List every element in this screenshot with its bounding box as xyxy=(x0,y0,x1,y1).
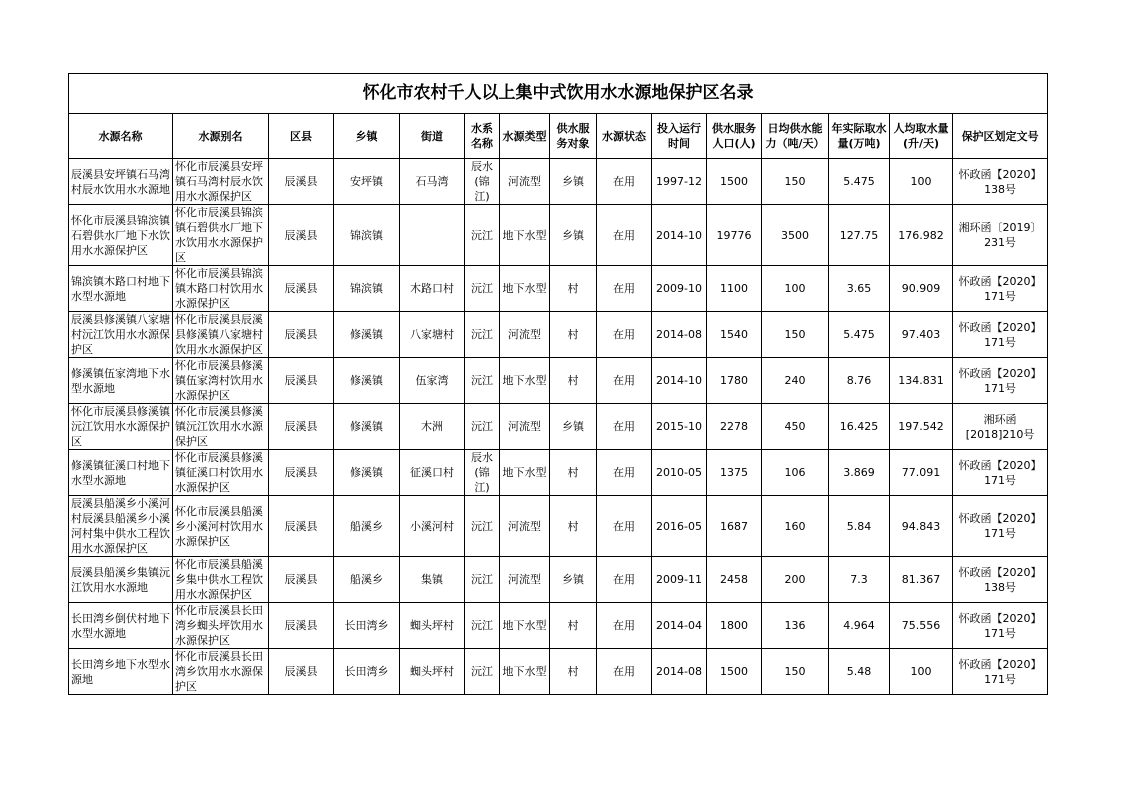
table-cell: 1100 xyxy=(707,266,762,312)
table-cell: 辰溪县船溪乡集镇沅江饮用水水源地 xyxy=(69,557,173,603)
table-cell: 乡镇 xyxy=(550,557,597,603)
table-cell: 辰溪县 xyxy=(269,159,334,205)
table-cell: 沅江 xyxy=(465,603,500,649)
table-cell: 2458 xyxy=(707,557,762,603)
table-cell: 怀政函【2020】171号 xyxy=(953,358,1048,404)
table-cell: 村 xyxy=(550,603,597,649)
table-cell: 150 xyxy=(762,649,829,695)
table-cell: 沅江 xyxy=(465,358,500,404)
table-cell: 辰溪县 xyxy=(269,649,334,695)
table-cell: 辰溪县 xyxy=(269,603,334,649)
table-cell: 240 xyxy=(762,358,829,404)
table-cell: 在用 xyxy=(597,496,652,557)
table-cell: 辰溪县 xyxy=(269,205,334,266)
table-cell: 2278 xyxy=(707,404,762,450)
table-cell: 200 xyxy=(762,557,829,603)
table-cell: 乡镇 xyxy=(550,205,597,266)
table-cell: 河流型 xyxy=(500,496,550,557)
table-cell: 怀化市辰溪县船溪乡小溪河村饮用水水源保护区 xyxy=(173,496,269,557)
table-cell: 湘环函[2018]210号 xyxy=(953,404,1048,450)
table-cell xyxy=(400,205,465,266)
table-cell: 3.65 xyxy=(829,266,890,312)
table-cell: 5.48 xyxy=(829,649,890,695)
table-cell: 修溪镇伍家湾地下水型水源地 xyxy=(69,358,173,404)
table-cell: 1500 xyxy=(707,649,762,695)
table-cell: 2010-05 xyxy=(652,450,707,496)
table-cell: 沅江 xyxy=(465,266,500,312)
table-cell: 集镇 xyxy=(400,557,465,603)
table-cell: 村 xyxy=(550,312,597,358)
table-cell: 地下水型 xyxy=(500,266,550,312)
table-cell: 2014-10 xyxy=(652,205,707,266)
table-cell: 修溪镇 xyxy=(334,450,400,496)
table-cell: 怀政函【2020】171号 xyxy=(953,603,1048,649)
table-cell: 在用 xyxy=(597,159,652,205)
table-cell: 沅江 xyxy=(465,205,500,266)
table-cell: 106 xyxy=(762,450,829,496)
table-cell: 100 xyxy=(890,649,953,695)
table-cell: 在用 xyxy=(597,205,652,266)
header-water-system: 水系名称 xyxy=(465,114,500,159)
table-cell: 450 xyxy=(762,404,829,450)
table-cell: 怀化市辰溪县安坪镇石马湾村辰水饮用水水源保护区 xyxy=(173,159,269,205)
table-row xyxy=(69,496,1048,557)
table-cell: 90.909 xyxy=(890,266,953,312)
table-cell: 81.367 xyxy=(890,557,953,603)
table-cell: 村 xyxy=(550,450,597,496)
table-cell: 辰溪县 xyxy=(269,557,334,603)
table-row xyxy=(69,312,1048,358)
header-source-type: 水源类型 xyxy=(500,114,550,159)
table-row xyxy=(69,358,1048,404)
table-cell: 160 xyxy=(762,496,829,557)
table-row xyxy=(69,266,1048,312)
table-row xyxy=(69,603,1048,649)
table-row xyxy=(69,557,1048,603)
header-daily-capacity: 日均供水能力（吨/天） xyxy=(762,114,829,159)
table-cell: 河流型 xyxy=(500,312,550,358)
table-cell: 怀化市辰溪县修溪镇征溪口村饮用水水源保护区 xyxy=(173,450,269,496)
table-cell: 湘环函〔2019〕231号 xyxy=(953,205,1048,266)
table-cell: 怀政函【2020】138号 xyxy=(953,557,1048,603)
table-cell: 100 xyxy=(890,159,953,205)
table-cell: 怀化市辰溪县锦滨镇石碧供水厂地下水饮用水水源保护区 xyxy=(173,205,269,266)
table-cell: 2014-08 xyxy=(652,649,707,695)
table-cell: 100 xyxy=(762,266,829,312)
table-cell: 小溪河村 xyxy=(400,496,465,557)
table-cell: 3.869 xyxy=(829,450,890,496)
table-cell: 在用 xyxy=(597,358,652,404)
table-cell: 辰溪县修溪镇八家塘村沅江饮用水水源保护区 xyxy=(69,312,173,358)
table-cell: 怀政函【2020】171号 xyxy=(953,649,1048,695)
table-cell: 修溪镇征溪口村地下水型水源地 xyxy=(69,450,173,496)
table-cell: 怀化市辰溪县修溪镇沅江饮用水水源保护区 xyxy=(69,404,173,450)
table-cell: 锦滨镇 xyxy=(334,266,400,312)
table-cell: 怀政函【2020】171号 xyxy=(953,266,1048,312)
table-cell: 1997-12 xyxy=(652,159,707,205)
table-cell: 怀化市辰溪县辰溪县修溪镇八家塘村饮用水水源保护区 xyxy=(173,312,269,358)
table-cell: 8.76 xyxy=(829,358,890,404)
table-cell: 1687 xyxy=(707,496,762,557)
header-start-time: 投入运行时间 xyxy=(652,114,707,159)
table-cell: 辰溪县 xyxy=(269,404,334,450)
header-document-number: 保护区划定文号 xyxy=(953,114,1048,159)
table-cell: 1540 xyxy=(707,312,762,358)
table-cell: 修溪镇 xyxy=(334,358,400,404)
table-cell: 八家塘村 xyxy=(400,312,465,358)
table-cell: 河流型 xyxy=(500,404,550,450)
table-cell: 木路口村 xyxy=(400,266,465,312)
table-cell: 长田湾乡 xyxy=(334,649,400,695)
table-cell: 沅江 xyxy=(465,496,500,557)
protection-zone-table xyxy=(68,73,1048,695)
table-cell: 辰溪县 xyxy=(269,312,334,358)
table-cell: 修溪镇 xyxy=(334,312,400,358)
table-row xyxy=(69,205,1048,266)
table-cell: 锦滨镇木路口村地下水型水源地 xyxy=(69,266,173,312)
table-cell: 5.475 xyxy=(829,312,890,358)
table-cell: 村 xyxy=(550,358,597,404)
table-cell: 127.75 xyxy=(829,205,890,266)
header-township: 乡镇 xyxy=(334,114,400,159)
table-cell: 怀政函【2020】171号 xyxy=(953,312,1048,358)
table-cell: 地下水型 xyxy=(500,205,550,266)
table-cell: 怀化市辰溪县修溪镇伍家湾村饮用水水源保护区 xyxy=(173,358,269,404)
table-cell: 5.84 xyxy=(829,496,890,557)
table-cell: 村 xyxy=(550,266,597,312)
header-source-status: 水源状态 xyxy=(597,114,652,159)
table-cell: 辰溪县 xyxy=(269,266,334,312)
table-cell: 2009-11 xyxy=(652,557,707,603)
header-service-target: 供水服务对象 xyxy=(550,114,597,159)
table-row xyxy=(69,450,1048,496)
table-cell: 在用 xyxy=(597,603,652,649)
table-cell: 2009-10 xyxy=(652,266,707,312)
table-cell: 在用 xyxy=(597,312,652,358)
table-cell: 怀政函【2020】171号 xyxy=(953,450,1048,496)
table-cell: 地下水型 xyxy=(500,603,550,649)
table-cell: 在用 xyxy=(597,557,652,603)
table-cell: 地下水型 xyxy=(500,450,550,496)
table-cell: 长田湾乡地下水型水源地 xyxy=(69,649,173,695)
header-street: 街道 xyxy=(400,114,465,159)
table-cell: 150 xyxy=(762,159,829,205)
table-row xyxy=(69,649,1048,695)
table-cell: 怀化市辰溪县锦滨镇木路口村饮用水水源保护区 xyxy=(173,266,269,312)
table-cell: 辰溪县 xyxy=(269,450,334,496)
table-cell: 7.3 xyxy=(829,557,890,603)
header-county: 区县 xyxy=(269,114,334,159)
table-cell: 沅江 xyxy=(465,312,500,358)
table-cell: 河流型 xyxy=(500,159,550,205)
table-cell: 沅江 xyxy=(465,649,500,695)
table-cell: 5.475 xyxy=(829,159,890,205)
table-cell: 在用 xyxy=(597,450,652,496)
table-cell: 1375 xyxy=(707,450,762,496)
table-cell: 安坪镇 xyxy=(334,159,400,205)
table-cell: 2014-10 xyxy=(652,358,707,404)
table-cell: 怀政函【2020】171号 xyxy=(953,496,1048,557)
table-cell: 辰溪县 xyxy=(269,496,334,557)
table-cell: 怀化市辰溪县修溪镇沅江饮用水水源保护区 xyxy=(173,404,269,450)
table-cell: 150 xyxy=(762,312,829,358)
table-cell: 蜘头坪村 xyxy=(400,649,465,695)
table-cell: 3500 xyxy=(762,205,829,266)
table-cell: 船溪乡 xyxy=(334,557,400,603)
header-per-capita: 人均取水量(升/天) xyxy=(890,114,953,159)
table-cell: 修溪镇 xyxy=(334,404,400,450)
table-cell: 村 xyxy=(550,496,597,557)
table-cell: 176.982 xyxy=(890,205,953,266)
spreadsheet xyxy=(68,73,1042,695)
table-cell: 怀化市辰溪县船溪乡集中供水工程饮用水水源保护区 xyxy=(173,557,269,603)
header-annual-withdrawal: 年实际取水量(万吨) xyxy=(829,114,890,159)
table-cell: 1800 xyxy=(707,603,762,649)
table-cell: 2015-10 xyxy=(652,404,707,450)
table-cell: 蜘头坪村 xyxy=(400,603,465,649)
table-cell: 75.556 xyxy=(890,603,953,649)
table-cell: 怀政函【2020】138号 xyxy=(953,159,1048,205)
table-cell: 船溪乡 xyxy=(334,496,400,557)
table-cell: 地下水型 xyxy=(500,358,550,404)
table-cell: 锦滨镇 xyxy=(334,205,400,266)
table-cell: 村 xyxy=(550,649,597,695)
table-cell: 77.091 xyxy=(890,450,953,496)
table-cell: 伍家湾 xyxy=(400,358,465,404)
table-cell: 乡镇 xyxy=(550,404,597,450)
table-cell: 2016-05 xyxy=(652,496,707,557)
page-title: 怀化市农村千人以上集中式饮用水水源地保护区名录 xyxy=(69,74,1048,114)
header-service-population: 供水服务人口(人) xyxy=(707,114,762,159)
header-source-name: 水源名称 xyxy=(69,114,173,159)
table-cell: 4.964 xyxy=(829,603,890,649)
table-cell: 石马湾 xyxy=(400,159,465,205)
table-cell: 怀化市辰溪县锦滨镇石碧供水厂地下水饮用水水源保护区 xyxy=(69,205,173,266)
table-cell: 19776 xyxy=(707,205,762,266)
table-cell: 1780 xyxy=(707,358,762,404)
table-cell: 2014-08 xyxy=(652,312,707,358)
table-cell: 134.831 xyxy=(890,358,953,404)
table-cell: 地下水型 xyxy=(500,649,550,695)
table-cell: 长田湾乡倒伏村地下水型水源地 xyxy=(69,603,173,649)
table-cell: 辰水(锦江) xyxy=(465,450,500,496)
table-cell: 136 xyxy=(762,603,829,649)
table-cell: 在用 xyxy=(597,266,652,312)
table-cell: 怀化市辰溪县长田湾乡蜘头坪饮用水水源保护区 xyxy=(173,603,269,649)
table-cell: 河流型 xyxy=(500,557,550,603)
table-cell: 长田湾乡 xyxy=(334,603,400,649)
table-cell: 197.542 xyxy=(890,404,953,450)
table-cell: 94.843 xyxy=(890,496,953,557)
table-row xyxy=(69,159,1048,205)
table-cell: 1500 xyxy=(707,159,762,205)
table-cell: 怀化市辰溪县长田湾乡饮用水水源保护区 xyxy=(173,649,269,695)
table-cell: 沅江 xyxy=(465,404,500,450)
table-cell: 在用 xyxy=(597,404,652,450)
table-cell: 辰溪县 xyxy=(269,358,334,404)
table-cell: 木洲 xyxy=(400,404,465,450)
table-cell: 2014-04 xyxy=(652,603,707,649)
table-cell: 辰水(锦江) xyxy=(465,159,500,205)
header-source-alias: 水源别名 xyxy=(173,114,269,159)
table-cell: 16.425 xyxy=(829,404,890,450)
table-cell: 征溪口村 xyxy=(400,450,465,496)
table-cell: 辰溪县船溪乡小溪河村辰溪县船溪乡小溪河村集中供水工程饮用水水源保护区 xyxy=(69,496,173,557)
table-cell: 乡镇 xyxy=(550,159,597,205)
table-cell: 沅江 xyxy=(465,557,500,603)
table-cell: 在用 xyxy=(597,649,652,695)
table-cell: 97.403 xyxy=(890,312,953,358)
table-cell: 辰溪县安坪镇石马湾村辰水饮用水水源地 xyxy=(69,159,173,205)
table-row xyxy=(69,404,1048,450)
